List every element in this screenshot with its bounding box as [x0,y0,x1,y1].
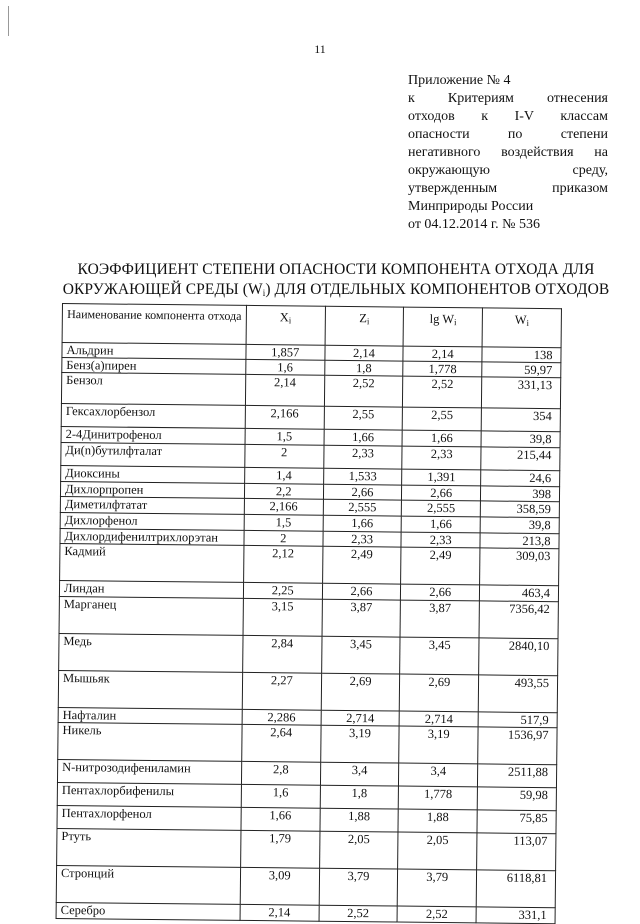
cell-lgw: 1,88 [398,809,477,833]
header-x-sub: i [288,315,292,326]
cell-lgw: 3,4 [399,763,478,787]
table-header-row [62,304,561,348]
cell-component-name: Стронций [56,865,240,904]
cell-lgw: 2,555 [402,500,481,517]
appendix-line: Минприроды России [408,199,534,214]
cell-x: 3,09 [240,867,319,905]
cell-z: 2,49 [322,546,401,584]
cell-z: 2,33 [323,445,402,469]
cell-z: 3,19 [320,725,399,763]
cell-w: 463,4 [480,585,559,602]
cell-w: 354 [481,408,560,432]
cell-lgw: 2,52 [403,376,482,408]
cell-component-name: Дихлорпропен [60,481,244,498]
cell-x: 2,64 [242,724,321,762]
cell-z: 3,4 [320,762,399,786]
cell-w: 7356,42 [479,601,558,639]
cell-lgw: 2,66 [401,584,480,601]
cell-lgw: 3,45 [400,637,479,675]
cell-lgw: 2,05 [398,832,477,870]
cell-z: 2,33 [323,531,402,547]
cell-z: 2,05 [319,831,398,869]
cell-lgw: 1,778 [399,786,478,810]
cell-x: 2,2 [244,483,323,499]
header-w [482,308,561,348]
cell-component-name: 2-4Динитрофенол [61,426,245,444]
cell-z: 1,66 [324,429,403,446]
cell-lgw: 3,87 [400,600,479,638]
cell-x: 2,25 [243,582,322,599]
cell-z: 2,714 [321,710,400,726]
cell-w: 6118,81 [476,870,555,908]
scan-edge-mark [8,6,15,36]
header-z-label: Z [359,311,367,326]
cell-x: 1,5 [244,514,323,531]
header-x [246,305,325,345]
cell-x: 2 [245,444,324,468]
cell-w: 59,97 [482,362,561,378]
cell-w: 1536,97 [478,727,557,765]
cell-w: 309,03 [480,548,559,586]
cell-component-name: Ртуть [57,828,241,867]
cell-x: 2,12 [243,545,322,583]
cell-lgw: 2,52 [397,906,476,923]
cell-w: 113,07 [477,833,556,871]
table-row [60,543,559,585]
header-lgw-sub: i [453,317,457,328]
cell-z: 2,52 [324,375,403,407]
cell-component-name: Пентахлорфенол [57,805,241,830]
cell-component-name: Диоксины [61,465,245,483]
title-line-2-end: ) ДЛЯ ОТДЕЛЬНЫХ КОМПОНЕНТОВ ОТХОДОВ [265,281,610,298]
cell-x: 1,79 [240,830,319,868]
table-row [61,373,560,409]
cell-component-name: Дихлорфенол [60,512,244,530]
cell-z: 2,55 [324,406,403,430]
cell-lgw: 2,49 [401,547,480,585]
cell-z: 2,66 [322,583,401,600]
cell-z: 2,66 [323,484,402,500]
cell-component-name: Ди(n)бутилфталат [61,442,245,467]
cell-z: 2,52 [319,905,398,922]
cell-x: 2,14 [245,374,324,406]
cell-w: 215,44 [481,447,560,471]
appendix-line: окружающую среду, [408,163,608,178]
title-line-2 [56,280,616,303]
cell-lgw: 2,14 [403,346,482,362]
cell-component-name: Нафталин [58,707,242,724]
cell-component-name: N-нитрозодифениламин [57,759,241,784]
cell-component-name: Бензол [61,373,245,406]
cell-w: 59,98 [477,787,556,811]
cell-x: 1,5 [245,428,324,445]
table-row [57,828,556,870]
cell-x: 1,4 [244,467,323,484]
title-line-2-start: ОКРУЖАЮЩЕЙ СРЕДЫ (W [62,281,263,298]
cell-z: 1,66 [323,515,402,532]
cell-w: 331,1 [476,907,555,924]
cell-w: 2511,88 [478,764,557,788]
cell-x: 2,8 [241,761,320,785]
header-lgw [403,307,482,347]
cell-component-name: Дихлордифенилтрихлорэтан [60,528,244,545]
cell-w: 493,55 [478,675,557,713]
cell-x: 1,857 [246,344,325,360]
cell-z: 3,45 [321,636,400,674]
page-number: 11 [314,42,326,56]
cell-z: 1,88 [320,808,399,832]
appendix-line: опасности по степени [408,127,608,142]
cell-w: 2840,10 [479,638,558,676]
cell-z: 3,79 [319,868,398,906]
cell-lgw: 1,391 [402,469,481,486]
cell-component-name: Никель [58,722,242,761]
cell-x: 2,27 [242,672,321,710]
cell-x: 1,6 [241,784,320,808]
cell-z: 1,8 [320,785,399,809]
cell-x: 2,166 [245,405,324,429]
appendix-line: утвержденным приказом [408,181,608,196]
table-row [58,670,557,712]
title-subscript: i [262,288,266,298]
cell-w: 358,59 [480,501,559,518]
cell-w: 39,8 [481,431,560,448]
appendix-header [408,72,608,234]
cell-lgw: 1,66 [401,516,480,533]
cell-w: 24,6 [481,470,560,487]
cell-component-name: Пентахлорбифенилы [57,782,241,807]
cell-w: 517,9 [478,712,557,728]
cell-w: 398 [481,486,560,502]
cell-component-name: Альдрин [62,343,246,360]
cell-w: 331,13 [482,377,561,409]
cell-component-name: Кадмий [60,543,244,582]
cell-z: 2,69 [321,673,400,711]
cell-component-name: Серебро [56,902,240,920]
cell-lgw: 2,33 [401,532,480,548]
header-w-label: W [514,312,527,327]
document-title [56,260,616,303]
cell-z: 3,87 [322,599,401,637]
cell-lgw: 3,79 [398,869,477,907]
cell-lgw: 2,69 [400,674,479,712]
cell-lgw: 1,778 [403,361,482,377]
table-row [56,865,555,907]
cell-x: 1,6 [246,359,325,375]
cell-x: 3,15 [243,598,322,636]
cell-lgw: 3,19 [399,726,478,764]
cell-component-name: Мышьяк [58,670,242,709]
cell-component-name: Линдан [59,580,243,598]
header-z [325,306,404,346]
cell-lgw: 2,33 [402,446,481,470]
cell-lgw: 2,55 [403,407,482,431]
cell-w: 213,8 [480,533,559,549]
table-row [59,596,558,638]
cell-lgw: 1,66 [402,430,481,447]
appendix-line: от 04.12.2014 г. № 536 [408,217,540,232]
cell-z: 2,555 [323,499,402,516]
cell-w: 138 [482,347,561,363]
cell-component-name: Гексахлорбензол [61,403,245,428]
cell-z: 2,14 [325,345,404,361]
cell-x: 2,286 [242,709,321,725]
cell-component-name: Бенз(а)пирен [62,358,246,375]
cell-z: 1,533 [323,468,402,485]
table-row [58,722,557,764]
header-x-label: X [279,310,289,325]
table-row [59,633,558,675]
cell-x: 1,66 [241,807,320,831]
cell-w: 39,8 [480,517,559,534]
cell-x: 2,84 [243,635,322,673]
header-z-sub: i [366,316,370,327]
cell-lgw: 2,714 [399,711,478,727]
appendix-line: к Критериям отнесения [408,91,608,106]
appendix-line: отходов к I-V классам [408,109,608,124]
appendix-line: Приложение № 4 [408,73,511,88]
cell-z: 1,8 [324,360,403,376]
cell-component-name: Медь [59,633,243,672]
cell-component-name: Диметилфтатат [60,496,244,514]
cell-x: 2,14 [240,904,319,921]
cell-lgw: 2,66 [402,485,481,501]
header-w-sub: i [526,317,530,328]
cell-x: 2 [244,530,323,546]
title-line-1: КОЭФФИЦИЕНТ СТЕПЕНИ ОПАСНОСТИ КОМПОНЕНТА ОТХОДА ДЛЯ [77,261,595,278]
cell-component-name: Марганец [59,596,243,635]
header-lgw-label: lg W [429,311,455,327]
hazard-coefficient-table [56,303,562,924]
header-component-name: Наименование компонента отхода [62,304,246,345]
cell-x: 2,166 [244,498,323,515]
appendix-line: негативного воздействия на [408,145,608,160]
cell-w: 75,85 [477,810,556,834]
